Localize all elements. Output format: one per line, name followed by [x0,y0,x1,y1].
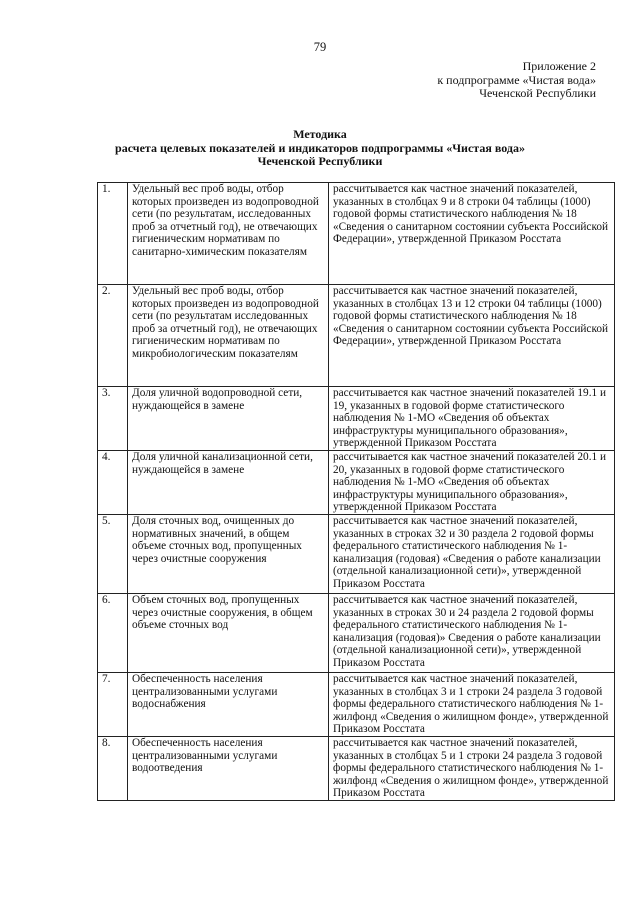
calculation-method: рассчитывается как частное значений показателей, указанных в столбцах 5 и 1 строки 24 раздела 3 годовой формы федерального статистического наблюдения № 1-жилфонд «Сведения о жилищном фонде», утвержденной Приказом Росстата [329,736,615,800]
row-number: 1. [98,183,128,285]
row-number: 6. [98,593,128,672]
methods-table [97,182,615,801]
indicator-name: Доля уличной водопроводной сети, нуждающейся в замене [128,387,329,451]
document-title [0,128,640,169]
appendix-line: Чеченской Республики [479,86,596,100]
calculation-method: рассчитывается как частное значений показателей 20.1 и 20, указанных в годовой форме статистического наблюдения № 1-МО «Сведения об объектах инфраструктуры муниципального образования», утвержденной Приказом Росстата [329,450,615,514]
title-line: Чеченской Республики [257,154,383,168]
row-number: 4. [98,450,128,514]
row-number: 8. [98,736,128,800]
calculation-method: рассчитывается как частное значений показателей, указанных в строках 32 и 30 раздела 2 годовой формы федерального статистического наблюдения № 1-канализация (годовая) «Сведения о работе канализации (отдельной канализационной сети)», утвержденной Приказом Росстата [329,514,615,593]
page-number: 79 [313,40,327,54]
table-row [98,450,615,514]
calculation-method: рассчитывается как частное значений показателей, указанных в столбцах 3 и 1 строки 24 раздела 3 годовой формы федерального статистического наблюдения № 1-жилфонд «Сведения о жилищном фонде», утвержденной Приказом Росстата [329,672,615,736]
indicator-name: Доля уличной канализационной сети, нуждающейся в замене [128,450,329,514]
appendix-line: Приложение 2 [522,59,596,73]
calculation-method: рассчитывается как частное значений показателей, указанных в столбцах 13 и 12 строки 04 таблицы (1000) годовой формы статистического наблюдения № 18 «Сведения о санитарном состоянии субъекта Российской Федерации», утвержденной Приказом Росстата [329,285,615,387]
indicator-name: Удельный вес проб воды, отбор которых произведен из водопроводной сети (по результатам исследованных проб за отчетный год), не отвечающих гигиеническим нормативам по микробиологическим показателям [128,285,329,387]
table-row [98,285,615,387]
table-row [98,736,615,800]
appendix-line: к подпрограмме «Чистая вода» [437,72,596,87]
row-number: 5. [98,514,128,593]
row-number: 3. [98,387,128,451]
table-row [98,593,615,672]
title-line: Методика [293,127,347,141]
calculation-method: рассчитывается как частное значений показателей 19.1 и 19, указанных в годовой форме статистического наблюдения № 1-МО «Сведения об объектах инфраструктуры муниципального образования», утвержденной Приказом Росстата [329,387,615,451]
indicator-name: Объем сточных вод, пропущенных через очистные сооружения, в общем объеме сточных вод [128,593,329,672]
indicator-name: Доля сточных вод, очищенных до нормативных значений, в общем объеме сточных вод, пропущенных через очистные сооружения [128,514,329,593]
table-row [98,672,615,736]
row-number: 2. [98,285,128,387]
appendix-header [437,60,596,101]
row-number: 7. [98,672,128,736]
indicator-name: Обеспеченность населения централизованными услугами водоснабжения [128,672,329,736]
table-row [98,183,615,285]
calculation-method: рассчитывается как частное значений показателей, указанных в строках 30 и 24 раздела 2 годовой формы федерального статистического наблюдения № 1-канализация (годовая)» Сведения о работе канализации (отдельной канализационной сети)», утвержденной Приказом Росстата [329,593,615,672]
calculation-method: рассчитывается как частное значений показателей, указанных в столбцах 9 и 8 строки 04 таблицы (1000) годовой формы статистического наблюдения № 18 «Сведения о санитарном состоянии субъекта Российской Федерации», утвержденной Приказом Росстата [329,183,615,285]
indicator-name: Обеспеченность населения централизованными услугами водоотведения [128,736,329,800]
table-row [98,387,615,451]
indicator-name: Удельный вес проб воды, отбор которых произведен из водопроводной сети (по результатам, исследованных проб за отчетный год), не отвечающих гигиеническим нормативам по санитарно-химическим показателям [128,183,329,285]
title-line: расчета целевых показателей и индикаторов подпрограммы «Чистая вода» [115,140,525,155]
table-row [98,514,615,593]
